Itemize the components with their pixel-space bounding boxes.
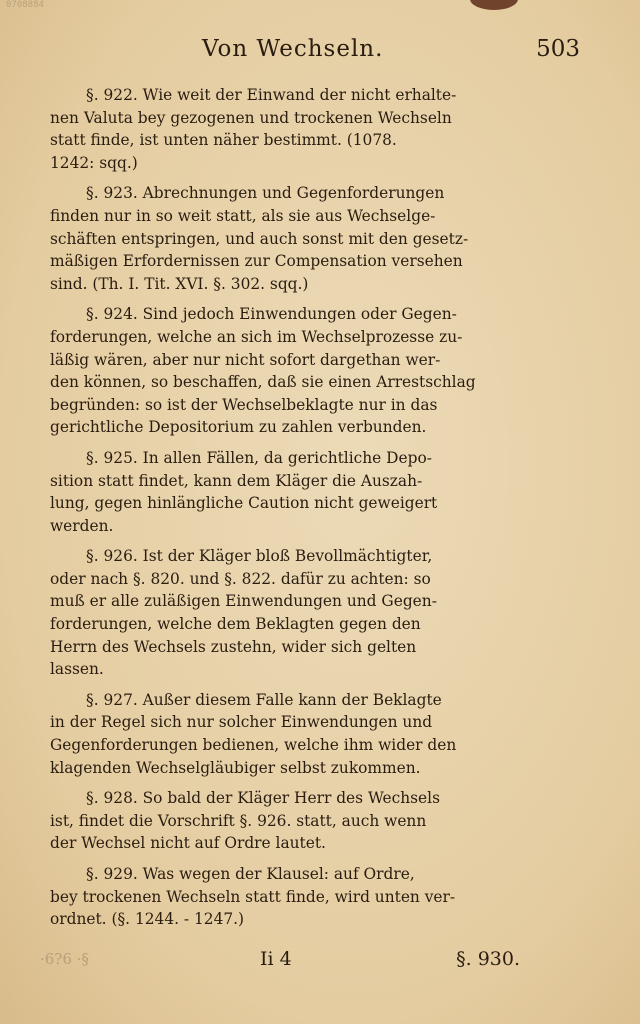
text-line: Herrn des Wechsels zustehn, wider sich gelten — [50, 637, 417, 656]
text-line: §. 924. Sind jedoch Einwendungen oder Gegen- — [86, 305, 457, 324]
page-header — [40, 36, 580, 72]
page-number: 503 — [536, 36, 580, 62]
text-line: §. 927. Außer diesem Falle kann der Beklagte — [86, 690, 442, 709]
text-line: §. 928. So bald der Kläger Herr des Wechsels — [86, 789, 440, 808]
paragraph-section-922 — [50, 84, 520, 174]
text-line: §. 925. In allen Fällen, da gerichtliche Depo- — [86, 448, 432, 467]
text-line: §. 922. Wie weit der Einwand der nicht erhalte- — [86, 86, 457, 104]
text-line: §. 923. Abrechnungen und Gegenforderungen — [86, 184, 445, 203]
body-text — [50, 84, 520, 931]
text-line: mäßigen Erfordernissen zur Compensation versehen — [50, 252, 463, 271]
text-line: Gegenforderungen bedienen, welche ihm wider den — [50, 736, 457, 755]
text-line: ordnet. (§. 1244. - 1247.) — [50, 910, 245, 929]
running-head: Von Wechseln. — [202, 36, 384, 62]
ink-stain — [470, 0, 518, 10]
text-line: finden nur in so weit statt, als sie aus Wechselge- — [50, 206, 436, 225]
text-line: bey trockenen Wechseln statt finde, wird unten ver- — [50, 887, 456, 906]
text-line: klagenden Wechselgläubiger selbst zukommen. — [50, 758, 421, 777]
text-line: sind. (Th. I. Tit. XVI. §. 302. sqq.) — [50, 274, 309, 293]
page-footer — [40, 948, 520, 978]
text-line: nen Valuta bey gezogenen und trockenen Wechseln — [50, 108, 452, 127]
text-line: muß er alle zuläßigen Einwendungen und Gegen- — [50, 592, 437, 611]
text-line: den können, so beschaffen, daß sie einen Arrestschlag — [50, 373, 476, 392]
text-line: ist, findet die Vorschrift §. 926. statt, auch wenn — [50, 811, 427, 830]
paragraph-section-923 — [50, 182, 520, 295]
text-line: begründen: so ist der Wechselbeklagte nur in das — [50, 395, 438, 414]
text-line: oder nach §. 820. und §. 822. dafür zu achten: so — [50, 569, 431, 588]
paragraph-section-927 — [50, 689, 520, 779]
text-line: sition statt findet, kann dem Kläger die Auszah- — [50, 471, 423, 490]
ghost-mark: 0708884 — [6, 0, 44, 10]
text-line: lung, gegen hinlängliche Caution nicht geweigert — [50, 494, 438, 513]
text-line: §. 926. Ist der Kläger bloß Bevollmächtigter, — [86, 547, 433, 566]
text-line: werden. — [50, 516, 114, 535]
text-line: 1242: sqq.) — [50, 153, 138, 172]
catchword: §. 930. — [456, 948, 520, 970]
text-line: forderungen, welche an sich im Wechselprozesse zu- — [50, 327, 463, 346]
paragraph-section-928 — [50, 787, 520, 855]
text-line: in der Regel sich nur solcher Einwendungen und — [50, 713, 433, 732]
text-line: forderungen, welche dem Beklagten gegen den — [50, 615, 421, 634]
text-line: lassen. — [50, 660, 104, 679]
text-line: der Wechsel nicht auf Ordre lautet. — [50, 834, 326, 853]
text-line: §. 929. Was wegen der Klausel: auf Ordre, — [86, 865, 415, 883]
bleed-through-text: ·6?6 ·§ — [40, 950, 89, 968]
paragraph-section-926 — [50, 545, 520, 681]
text-line: statt finde, ist unten näher bestimmt. (1078. — [50, 131, 397, 150]
text-line: läßig wären, aber nur nicht sofort dargethan wer- — [50, 350, 441, 369]
text-line: schäften entspringen, und auch sonst mit den gesetz- — [50, 229, 469, 248]
text-line: gerichtliche Depositorium zu zahlen verbunden. — [50, 418, 427, 437]
signature-mark: Ii 4 — [260, 948, 292, 970]
paragraph-section-925 — [50, 447, 520, 537]
paragraph-section-924 — [50, 303, 520, 439]
paragraph-section-929 — [50, 863, 520, 931]
